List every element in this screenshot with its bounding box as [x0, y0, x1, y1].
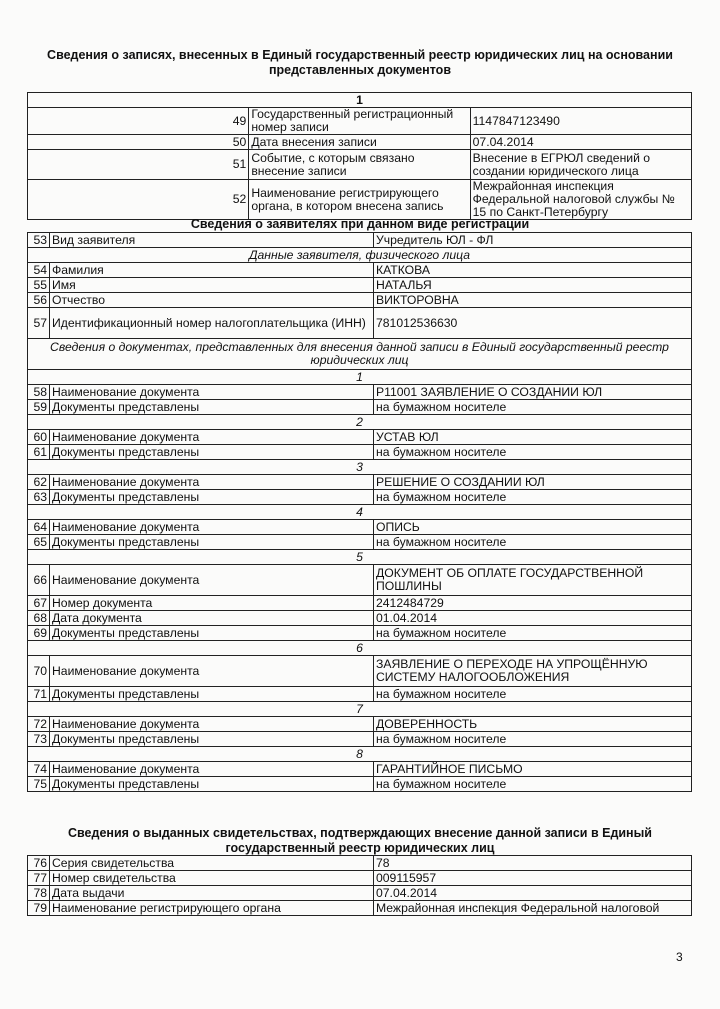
row-value: 781012536630	[374, 308, 692, 339]
row-number: 61	[28, 445, 50, 460]
row-value: 2412484729	[374, 596, 692, 611]
row-value: 1147847123490	[470, 108, 691, 135]
row-label: Документы представлены	[50, 400, 374, 415]
table-row	[28, 687, 692, 702]
row-number: 77	[28, 871, 50, 886]
document-index: 2	[28, 415, 692, 430]
row-number: 74	[28, 762, 50, 777]
document-index: 8	[28, 747, 692, 762]
row-value: Р11001 ЗАЯВЛЕНИЕ О СОЗДАНИИ ЮЛ	[374, 385, 692, 400]
table-row	[28, 656, 692, 687]
document-index-row	[28, 550, 692, 565]
row-label: Наименование документа	[50, 717, 374, 732]
group-index: 1	[28, 93, 692, 108]
row-label: Дата документа	[50, 611, 374, 626]
row-label: Документы представлены	[50, 732, 374, 747]
row-label: Отчество	[50, 293, 374, 308]
table-row	[28, 611, 692, 626]
row-number: 52	[28, 180, 249, 220]
document-index-row	[28, 747, 692, 762]
row-number: 55	[28, 278, 50, 293]
row-label: Документы представлены	[50, 490, 374, 505]
document-index: 1	[28, 370, 692, 385]
row-number: 75	[28, 777, 50, 792]
row-number: 53	[28, 233, 50, 248]
table-row	[28, 233, 692, 248]
document-index-row	[28, 505, 692, 520]
table-row	[28, 520, 692, 535]
row-label: Наименование документа	[50, 475, 374, 490]
table-row	[28, 430, 692, 445]
table-row	[28, 777, 692, 792]
row-number: 51	[28, 150, 249, 180]
row-label: Номер свидетельства	[50, 871, 374, 886]
row-label: Документы представлены	[50, 535, 374, 550]
row-number: 67	[28, 596, 50, 611]
row-label: Документы представлены	[50, 777, 374, 792]
table-row	[28, 871, 692, 886]
row-label: Серия свидетельства	[50, 856, 374, 871]
row-label: Дата внесения записи	[249, 135, 470, 150]
document-index: 7	[28, 702, 692, 717]
applicants-table	[27, 232, 692, 792]
row-label: Государственный регистрационный номер записи	[249, 108, 470, 135]
section-title-certificates: Сведения о выданных свидетельствах, подтверждающих внесение данной записи в Единый государственный реестр юридических лиц	[68, 826, 652, 855]
table-row	[28, 901, 692, 916]
row-label: Наименование документа	[50, 385, 374, 400]
certificates-table	[27, 855, 692, 916]
row-value: Учредитель ЮЛ - ФЛ	[374, 233, 692, 248]
row-value: ЗАЯВЛЕНИЕ О ПЕРЕХОДЕ НА УПРОЩЁННУЮ СИСТЕМУ НАЛОГООБЛОЖЕНИЯ	[374, 656, 692, 687]
row-number: 72	[28, 717, 50, 732]
row-label: Событие, с которым связано внесение записи	[249, 150, 470, 180]
table-row	[28, 856, 692, 871]
document-index-row	[28, 641, 692, 656]
row-value: Межрайонная инспекция Федеральной налоговой службы № 15 по Санкт-Петербургу	[470, 180, 691, 220]
row-number: 79	[28, 901, 50, 916]
table-row	[28, 717, 692, 732]
row-number: 73	[28, 732, 50, 747]
document-index: 4	[28, 505, 692, 520]
row-label: Документы представлены	[50, 626, 374, 641]
row-value: 009115957	[374, 871, 692, 886]
table-row	[28, 565, 692, 596]
row-value: 07.04.2014	[470, 135, 691, 150]
row-value: НАТАЛЬЯ	[374, 278, 692, 293]
table-row	[28, 626, 692, 641]
row-label: Документы представлены	[50, 687, 374, 702]
row-value: ДОКУМЕНТ ОБ ОПЛАТЕ ГОСУДАРСТВЕННОЙ ПОШЛИНЫ	[374, 565, 692, 596]
table-row	[28, 180, 692, 220]
row-value: УСТАВ ЮЛ	[374, 430, 692, 445]
row-label: Идентификационный номер налогоплательщика (ИНН)	[50, 308, 374, 339]
row-value: на бумажном носителе	[374, 490, 692, 505]
row-value: на бумажном носителе	[374, 732, 692, 747]
row-value: Внесение в ЕГРЮЛ сведений о создании юридического лица	[470, 150, 691, 180]
row-value: на бумажном носителе	[374, 777, 692, 792]
table-row	[28, 535, 692, 550]
table-row	[28, 886, 692, 901]
row-number: 62	[28, 475, 50, 490]
row-value: 07.04.2014	[374, 886, 692, 901]
row-label: Наименование документа	[50, 430, 374, 445]
row-number: 66	[28, 565, 50, 596]
row-label: Наименование документа	[50, 520, 374, 535]
row-number: 59	[28, 400, 50, 415]
table-row	[28, 135, 692, 150]
table-row	[28, 278, 692, 293]
row-number: 57	[28, 308, 50, 339]
row-value: на бумажном носителе	[374, 535, 692, 550]
document-index: 3	[28, 460, 692, 475]
row-value: на бумажном носителе	[374, 445, 692, 460]
document-index-row	[28, 415, 692, 430]
table-row	[28, 475, 692, 490]
table-row	[28, 293, 692, 308]
row-number: 64	[28, 520, 50, 535]
table-row	[28, 400, 692, 415]
document-index-row	[28, 370, 692, 385]
row-number: 50	[28, 135, 249, 150]
row-label: Вид заявителя	[50, 233, 374, 248]
group-header-row	[28, 248, 692, 263]
row-value: Межрайонная инспекция Федеральной налоговой	[374, 901, 692, 916]
row-value: РЕШЕНИЕ О СОЗДАНИИ ЮЛ	[374, 475, 692, 490]
table-row	[28, 308, 692, 339]
row-value: на бумажном носителе	[374, 400, 692, 415]
row-value: 78	[374, 856, 692, 871]
row-label: Наименование документа	[50, 565, 374, 596]
row-number: 70	[28, 656, 50, 687]
row-number: 65	[28, 535, 50, 550]
row-number: 49	[28, 108, 249, 135]
row-value: КАТКОВА	[374, 263, 692, 278]
row-number: 60	[28, 430, 50, 445]
page-number: 3	[676, 950, 683, 964]
row-value: на бумажном носителе	[374, 626, 692, 641]
row-label: Наименование регистрирующего органа, в котором внесена запись	[249, 180, 470, 220]
row-value: ОПИСЬ	[374, 520, 692, 535]
row-label: Наименование документа	[50, 656, 374, 687]
row-number: 69	[28, 626, 50, 641]
document-index-row	[28, 460, 692, 475]
document-index: 6	[28, 641, 692, 656]
row-number: 78	[28, 886, 50, 901]
person-header: Данные заявителя, физического лица	[28, 248, 692, 263]
row-value: ГАРАНТИЙНОЕ ПИСЬМО	[374, 762, 692, 777]
row-value: ВИКТОРОВНА	[374, 293, 692, 308]
section-title-records: Сведения о записях, внесенных в Единый государственный реестр юридических лиц на основании представленных документов	[47, 48, 673, 77]
row-label: Имя	[50, 278, 374, 293]
group-header-row	[28, 339, 692, 370]
row-label: Фамилия	[50, 263, 374, 278]
row-number: 63	[28, 490, 50, 505]
records-table	[27, 92, 692, 220]
row-value: 01.04.2014	[374, 611, 692, 626]
table-row	[28, 263, 692, 278]
row-value: ДОВЕРЕННОСТЬ	[374, 717, 692, 732]
row-value: на бумажном носителе	[374, 687, 692, 702]
row-number: 54	[28, 263, 50, 278]
row-label: Наименование документа	[50, 762, 374, 777]
table-row	[28, 108, 692, 135]
documents-header: Сведения о документах, представленных для внесения данной записи в Единый государственный реестр юридических лиц	[28, 339, 692, 370]
table-row	[28, 490, 692, 505]
row-number: 56	[28, 293, 50, 308]
table-row	[28, 385, 692, 400]
row-number: 76	[28, 856, 50, 871]
table-row	[28, 732, 692, 747]
row-label: Номер документа	[50, 596, 374, 611]
document-index-row	[28, 702, 692, 717]
group-row	[28, 93, 692, 108]
row-number: 58	[28, 385, 50, 400]
row-label: Дата выдачи	[50, 886, 374, 901]
table-row	[28, 150, 692, 180]
table-row	[28, 445, 692, 460]
document-index: 5	[28, 550, 692, 565]
row-label: Наименование регистрирующего органа	[50, 901, 374, 916]
row-number: 68	[28, 611, 50, 626]
table-row	[28, 762, 692, 777]
table-row	[28, 596, 692, 611]
row-label: Документы представлены	[50, 445, 374, 460]
section-title-applicants: Сведения о заявителях при данном виде регистрации	[190, 217, 530, 231]
row-number: 71	[28, 687, 50, 702]
